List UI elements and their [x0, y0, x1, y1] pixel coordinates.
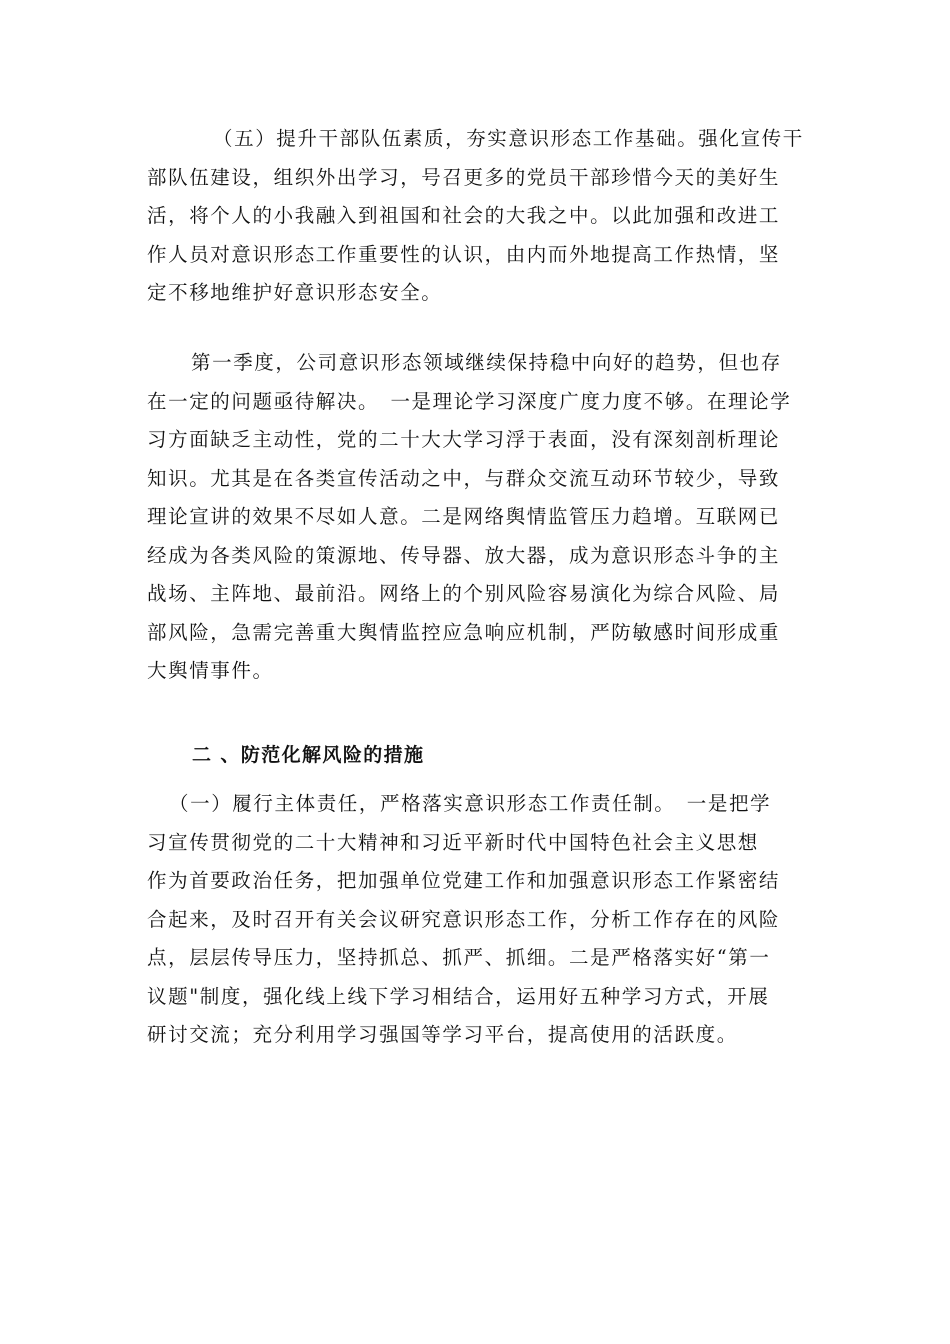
text-line: 在一定的问题亟待解决。 一是理论学习深度广度力度不够。在理论学 — [147, 389, 792, 413]
text-line: 战场、主阵地、最前沿。网络上的个别风险容易演化为综合风险、局 — [147, 582, 781, 605]
text-line: 活，将个人的小我融入到祖国和社会的大我之中。以此加强和改进工 — [147, 204, 781, 227]
text-line: 习方面缺乏主动性，党的二十大大学习浮于表面，没有深刻剖析理论 — [147, 428, 781, 451]
text-line: 作为首要政治任务，把加强单位党建工作和加强意识形态工作紧密结 — [147, 869, 781, 892]
text-line: （一）履行主体责任，严格落实意识形态工作责任制。 一是把学 — [169, 792, 772, 815]
text-line: 作人员对意识形态工作重要性的认识，由内而外地提高工作热情，坚 — [147, 242, 781, 266]
paragraph-quarter-summary — [147, 344, 807, 691]
paragraph-section-five — [147, 120, 807, 313]
text-line: 经成为各类风险的策源地、传导器、放大器，成为意识形态斗争的主 — [147, 543, 781, 567]
text-line: 研讨交流；充分利用学习强国等学习平台，提高使用的活跃度。 — [147, 1023, 738, 1046]
text-line: 大舆情事件。 — [147, 659, 274, 682]
section-heading: 二 、防范化解风险的措施 — [192, 744, 425, 766]
text-line: 部风险，急需完善重大舆情监控应急响应机制，严防敏感时间形成重 — [147, 620, 781, 644]
text-line: （五）提升干部队伍素质，夯实意识形态工作基础。强化宣传干 — [213, 127, 804, 150]
text-line: 习宣传贯彻党的二十大精神和习近平新时代中国特色社会主义思想 — [147, 830, 759, 854]
text-line: 知识。尤其是在各类宣传活动之中，与群众交流互动环节较少，导致 — [147, 466, 781, 490]
text-line: 理论宣讲的效果不尽如人意。二是网络舆情监管压力趋增。互联网已 — [147, 505, 781, 528]
text-line: 议题"制度，强化线上线下学习相结合，运用好五种学习方式，开展 — [147, 984, 770, 1008]
text-line: 合起来，及时召开有关会议研究意识形态工作，分析工作存在的风险 — [147, 907, 781, 931]
text-line: 第一季度，公司意识形态领域继续保持稳中向好的趋势，但也存 — [191, 351, 782, 374]
text-line: 定不移地维护好意识形态安全。 — [147, 281, 443, 304]
text-line: 点，层层传导压力，坚持抓总、抓严、抓细。二是严格落实好“第一 — [147, 946, 771, 969]
paragraph-section-two-part-one — [147, 785, 807, 1055]
text-line: 部队伍建设，组织外出学习，号召更多的党员干部珍惜今天的美好生 — [147, 165, 781, 189]
